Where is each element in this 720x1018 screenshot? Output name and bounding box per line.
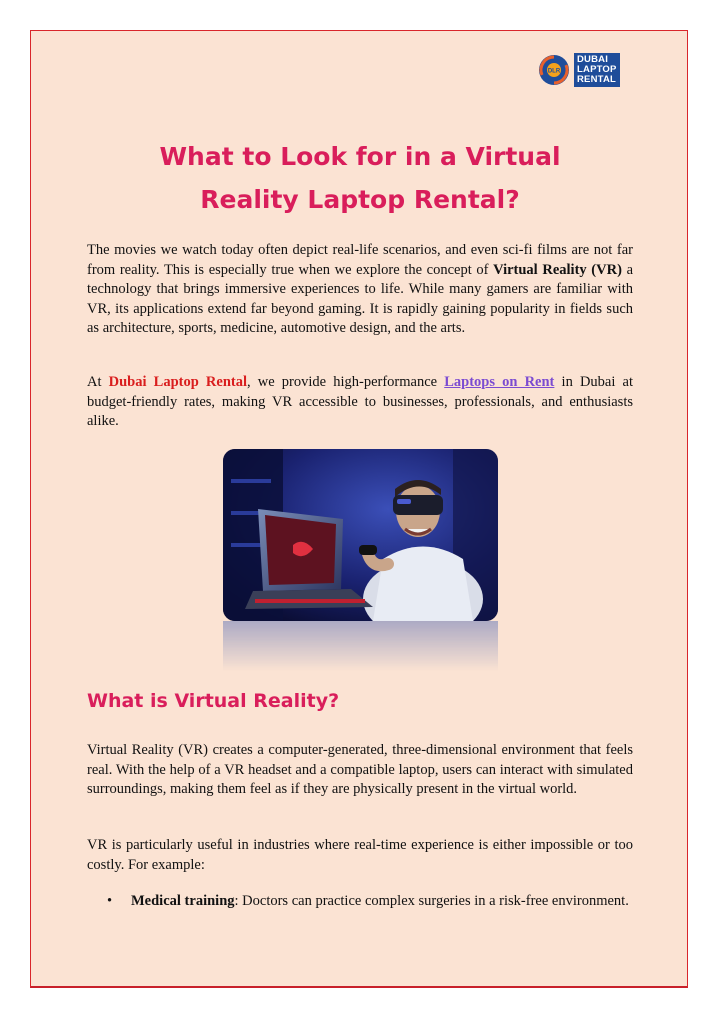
document-page bbox=[30, 30, 688, 988]
list-item bbox=[103, 892, 633, 912]
list-item-term: Medical training bbox=[131, 893, 235, 909]
laptops-on-rent-link[interactable]: Laptops on Rent bbox=[444, 374, 555, 390]
company-logo[interactable] bbox=[537, 50, 633, 90]
vr-definition-paragraph: Virtual Reality (VR) creates a computer-generated, three-dimensional environment that feels real. With the help of a VR headset and a compatible laptop, users can interact with simulated surroundings, making them feel as if they are physically present in the virtual world. bbox=[87, 742, 633, 798]
logo-badge: DLR bbox=[547, 68, 561, 75]
offer-paragraph bbox=[87, 373, 633, 432]
title-line-2: Reality Laptop Rental? bbox=[200, 185, 520, 214]
title-line-1: What to Look for in a Virtual bbox=[159, 142, 561, 171]
logo-wordmark bbox=[574, 53, 620, 87]
vr-uses-paragraph: VR is particularly useful in industries where real-time experience is either impossible or too costly. For example: bbox=[87, 837, 633, 873]
vr-gamer-illustration bbox=[223, 449, 498, 621]
section-heading: What is Virtual Reality? bbox=[87, 690, 340, 712]
logo-line: DUBAI bbox=[577, 54, 609, 65]
globe-logo-icon bbox=[537, 53, 571, 87]
offer-prefix: At bbox=[87, 374, 109, 390]
logo-line: LAPTOP bbox=[577, 64, 617, 75]
intro-paragraph bbox=[87, 241, 633, 339]
logo-line: RENTAL bbox=[577, 74, 617, 85]
examples-list bbox=[103, 892, 633, 912]
intro-text-cont: a technology that brings immersive experiences to life. While many gamers are familiar with VR, its applications extend far beyond gaming. It is rapidly gaining popularity in fields such as architecture, sports, medicine, automotive design, and the arts. bbox=[87, 261, 634, 337]
page-title bbox=[31, 135, 689, 221]
hero-image bbox=[223, 449, 498, 621]
brand-name: Dubai Laptop Rental bbox=[108, 374, 247, 390]
bullet-icon: • bbox=[107, 893, 113, 909]
list-item-text: : Doctors can practice complex surgeries in a risk-free environment. bbox=[234, 893, 629, 909]
offer-suffix: in Dubai at budget-friendly rates, making VR accessible to businesses, professionals, and enthusiasts alike. bbox=[87, 374, 633, 430]
offer-middle: , we provide high-performance bbox=[247, 374, 445, 390]
hero-image-reflection bbox=[223, 621, 498, 671]
intro-text: The movies we watch today often depict real-life scenarios, and even sci-fi films are not far from reality. This is especially true when we explore the concept of bbox=[87, 242, 633, 278]
vr-term: Virtual Reality (VR) bbox=[493, 261, 622, 278]
